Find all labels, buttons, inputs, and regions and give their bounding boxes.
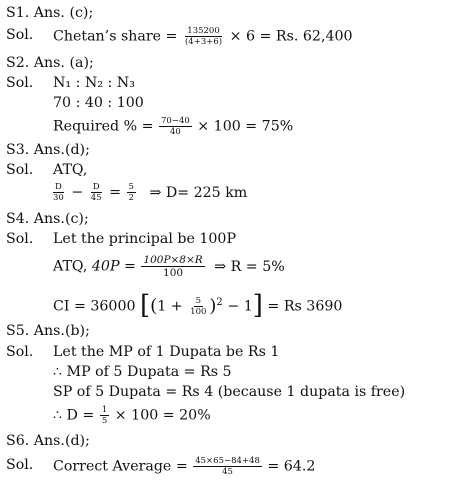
s1-answer-heading: S1. Ans. (c); bbox=[6, 5, 94, 21]
s1-denominator: (4+3+6) bbox=[184, 37, 223, 47]
s3-result: ⇒ D= 225 km bbox=[149, 184, 248, 201]
s3-fraction-5-2 bbox=[127, 182, 136, 203]
s1-sol-label: Sol. bbox=[6, 27, 34, 43]
s6-rhs: = 64.2 bbox=[267, 458, 316, 475]
s4-atq: ATQ, bbox=[53, 258, 88, 275]
s4-open-bracket: [ bbox=[140, 290, 151, 321]
s1-rhs: × 6 = Rs. 62,400 bbox=[229, 28, 353, 45]
s3-f2-denominator: 45 bbox=[90, 193, 102, 203]
s6-sol-label: Sol. bbox=[6, 457, 34, 473]
s4-ci-numerator: 5 bbox=[195, 296, 201, 307]
s5-line-4 bbox=[53, 405, 211, 426]
s4-numerator: 100P×8×R bbox=[143, 254, 203, 266]
s4-open-paren: ( bbox=[150, 295, 158, 317]
s6-fraction bbox=[193, 456, 262, 477]
s2-equation bbox=[53, 116, 293, 137]
s3-answer-heading: S3. Ans.(d); bbox=[6, 142, 90, 158]
s4-lhs: 40P = bbox=[91, 258, 136, 275]
s3-equation bbox=[50, 182, 247, 203]
s5-line-2: ∴ MP of 5 Dupata = Rs 5 bbox=[53, 364, 232, 380]
s3-fraction-d-30 bbox=[51, 182, 66, 203]
s3-equals: = bbox=[109, 184, 121, 201]
s1-equation bbox=[53, 26, 353, 47]
s4-ci-rhs: = Rs 3690 bbox=[267, 298, 343, 315]
s6-answer-heading: S6. Ans.(d); bbox=[6, 433, 90, 449]
s2-numerator: 70−40 bbox=[161, 116, 190, 126]
s6-equation bbox=[53, 456, 315, 477]
s5-line-1: Let the MP of 1 Dupata be Rs 1 bbox=[53, 344, 280, 360]
s2-answer-heading: S2. Ans. (a); bbox=[6, 55, 94, 71]
s4-principal-line: Let the principal be 100P bbox=[53, 231, 236, 247]
s2-fraction bbox=[159, 116, 192, 137]
s2-rhs: × 100 = 75% bbox=[197, 118, 294, 135]
s6-lhs: Correct Average = bbox=[53, 458, 188, 475]
s2-required-label: Required % = bbox=[53, 118, 154, 135]
s5-fraction bbox=[100, 405, 109, 426]
s4-atq-equation bbox=[53, 254, 285, 279]
s3-sol-label: Sol. bbox=[6, 162, 34, 178]
s3-f2-numerator: D bbox=[92, 182, 100, 192]
s5-numerator: 1 bbox=[101, 405, 108, 415]
s4-ci-equation bbox=[53, 290, 343, 321]
s5-discount-lhs: ∴ D = bbox=[53, 407, 95, 424]
s2-values: 70 : 40 : 100 bbox=[53, 95, 144, 111]
s4-ci-one: 1 + bbox=[157, 298, 183, 315]
s4-ci-fraction bbox=[188, 296, 208, 317]
s3-f3-numerator: 5 bbox=[128, 182, 134, 192]
s3-f1-numerator: D bbox=[55, 182, 62, 192]
s3-atq: ATQ, bbox=[53, 162, 88, 178]
s4-answer-heading: S4. Ans.(c); bbox=[6, 211, 89, 227]
s3-f3-denominator: 2 bbox=[128, 193, 134, 203]
s4-ci-power: 2 bbox=[216, 297, 223, 308]
s2-sol-label: Sol. bbox=[6, 75, 34, 91]
s4-close-paren: ) bbox=[209, 295, 217, 317]
s4-sol-label: Sol. bbox=[6, 231, 34, 247]
s6-denominator: 45 bbox=[222, 467, 233, 477]
s1-lhs: Chetan’s share = bbox=[53, 28, 178, 45]
s4-rate-result: ⇒ R = 5% bbox=[214, 258, 285, 275]
s3-f1-denominator: 30 bbox=[53, 193, 64, 203]
s3-minus: − bbox=[71, 184, 84, 201]
s5-answer-heading: S5. Ans.(b); bbox=[6, 323, 90, 339]
s4-ci-lhs: CI = 36000 bbox=[53, 298, 136, 315]
s4-fraction bbox=[141, 254, 204, 279]
s6-numerator: 45×65−84+48 bbox=[195, 456, 260, 466]
s5-denominator: 5 bbox=[101, 416, 108, 426]
s5-line-3: SP of 5 Dupata = Rs 4 (because 1 dupata is free) bbox=[53, 384, 406, 400]
s3-fraction-d-45 bbox=[89, 182, 104, 203]
s5-sol-label: Sol. bbox=[6, 344, 34, 360]
s1-fraction bbox=[183, 26, 224, 47]
s2-denominator: 40 bbox=[169, 127, 181, 137]
s4-ci-minus: − 1 bbox=[227, 298, 253, 315]
s1-numerator: 135200 bbox=[187, 26, 220, 36]
s2-ratio: N₁ : N₂ : N₃ bbox=[53, 75, 135, 91]
s5-discount-rhs: × 100 = 20% bbox=[114, 407, 211, 424]
s4-close-bracket: ] bbox=[252, 290, 263, 321]
s4-ci-denominator: 100 bbox=[190, 307, 207, 318]
s4-denominator: 100 bbox=[163, 267, 184, 279]
